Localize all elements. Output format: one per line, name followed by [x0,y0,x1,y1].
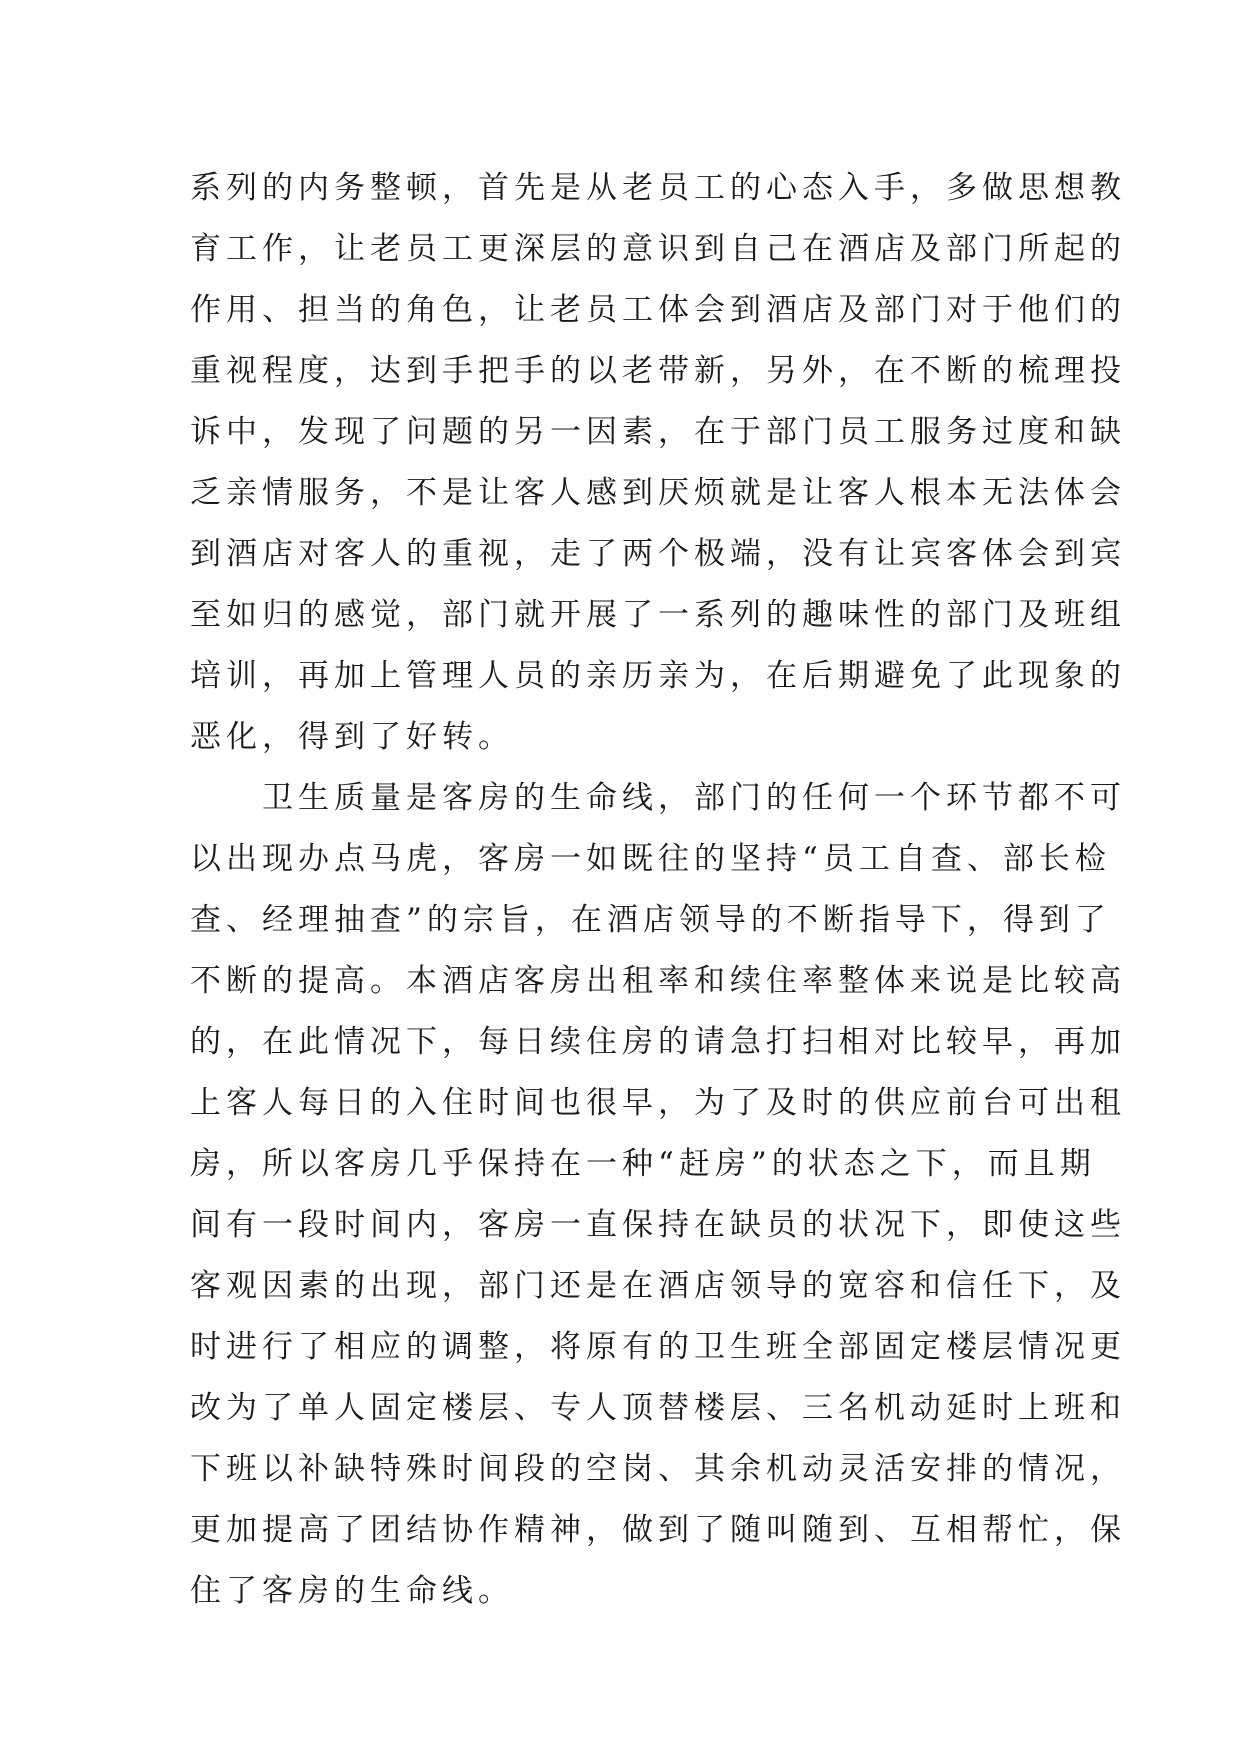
text-line: 到酒店对客人的重视，走了两个极端，没有让宾客体会到宾 [190,536,1126,572]
text-line: 房，所以客房几乎保持在一种“赶房”的状态之下，而且期 [190,1146,1096,1182]
paragraph-hygiene-quality [190,768,1126,1622]
text-line: 乏亲情服务，不是让客人感到厌烦就是让客人根本无法体会 [190,475,1126,511]
text-line: 至如归的感觉，部门就开展了一系列的趣味性的部门及班组 [190,597,1126,633]
text-line: 不断的提高。本酒店客房出租率和续住率整体来说是比较高 [190,963,1126,999]
text-line: 以出现办点马虎，客房一如既往的坚持“员工自查、部长检 [190,841,1111,877]
text-line: 恶化，得到了好转。 [190,719,514,755]
text-line: 培训，再加上管理人员的亲历亲为，在后期避免了此现象的 [190,658,1126,694]
text-line: 系列的内务整顿，首先是从老员工的心态入手，多做思想教 [190,170,1126,206]
text-line: 诉中，发现了问题的另一因素，在于部门员工服务过度和缺 [190,414,1126,450]
text-line: 上客人每日的入住时间也很早，为了及时的供应前台可出租 [190,1085,1126,1121]
text-line: 住了客房的生命线。 [190,1573,514,1609]
text-line: 重视程度，达到手把手的以老带新，另外，在不断的梳理投 [190,353,1126,389]
text-line: 时进行了相应的调整，将原有的卫生班全部固定楼层情况更 [190,1329,1126,1365]
text-line: 查、经理抽查”的宗旨，在酒店领导的不断指导下，得到了 [190,902,1111,938]
text-line: 更加提高了团结协作精神，做到了随叫随到、互相帮忙，保 [190,1512,1126,1548]
text-line: 下班以补缺特殊时间段的空岗、其余机动灵活安排的情况， [190,1451,1126,1487]
text-line: 客观因素的出现，部门还是在酒店领导的宽容和信任下，及 [190,1268,1126,1304]
text-line: 间有一段时间内，客房一直保持在缺员的状况下，即使这些 [190,1207,1126,1243]
document-body [190,158,1126,1622]
text-line: 育工作，让老员工更深层的意识到自己在酒店及部门所起的 [190,231,1126,267]
text-line: 的，在此情况下，每日续住房的请急打扫相对比较早，再加 [190,1024,1126,1060]
text-line: 作用、担当的角色，让老员工体会到酒店及部门对于他们的 [190,292,1126,328]
text-line: 改为了单人固定楼层、专人顶替楼层、三名机动延时上班和 [190,1390,1126,1426]
paragraph-continuation [190,158,1126,768]
text-line-first: 卫生质量是客房的生命线，部门的任何一个环节都不可 [262,780,1126,816]
